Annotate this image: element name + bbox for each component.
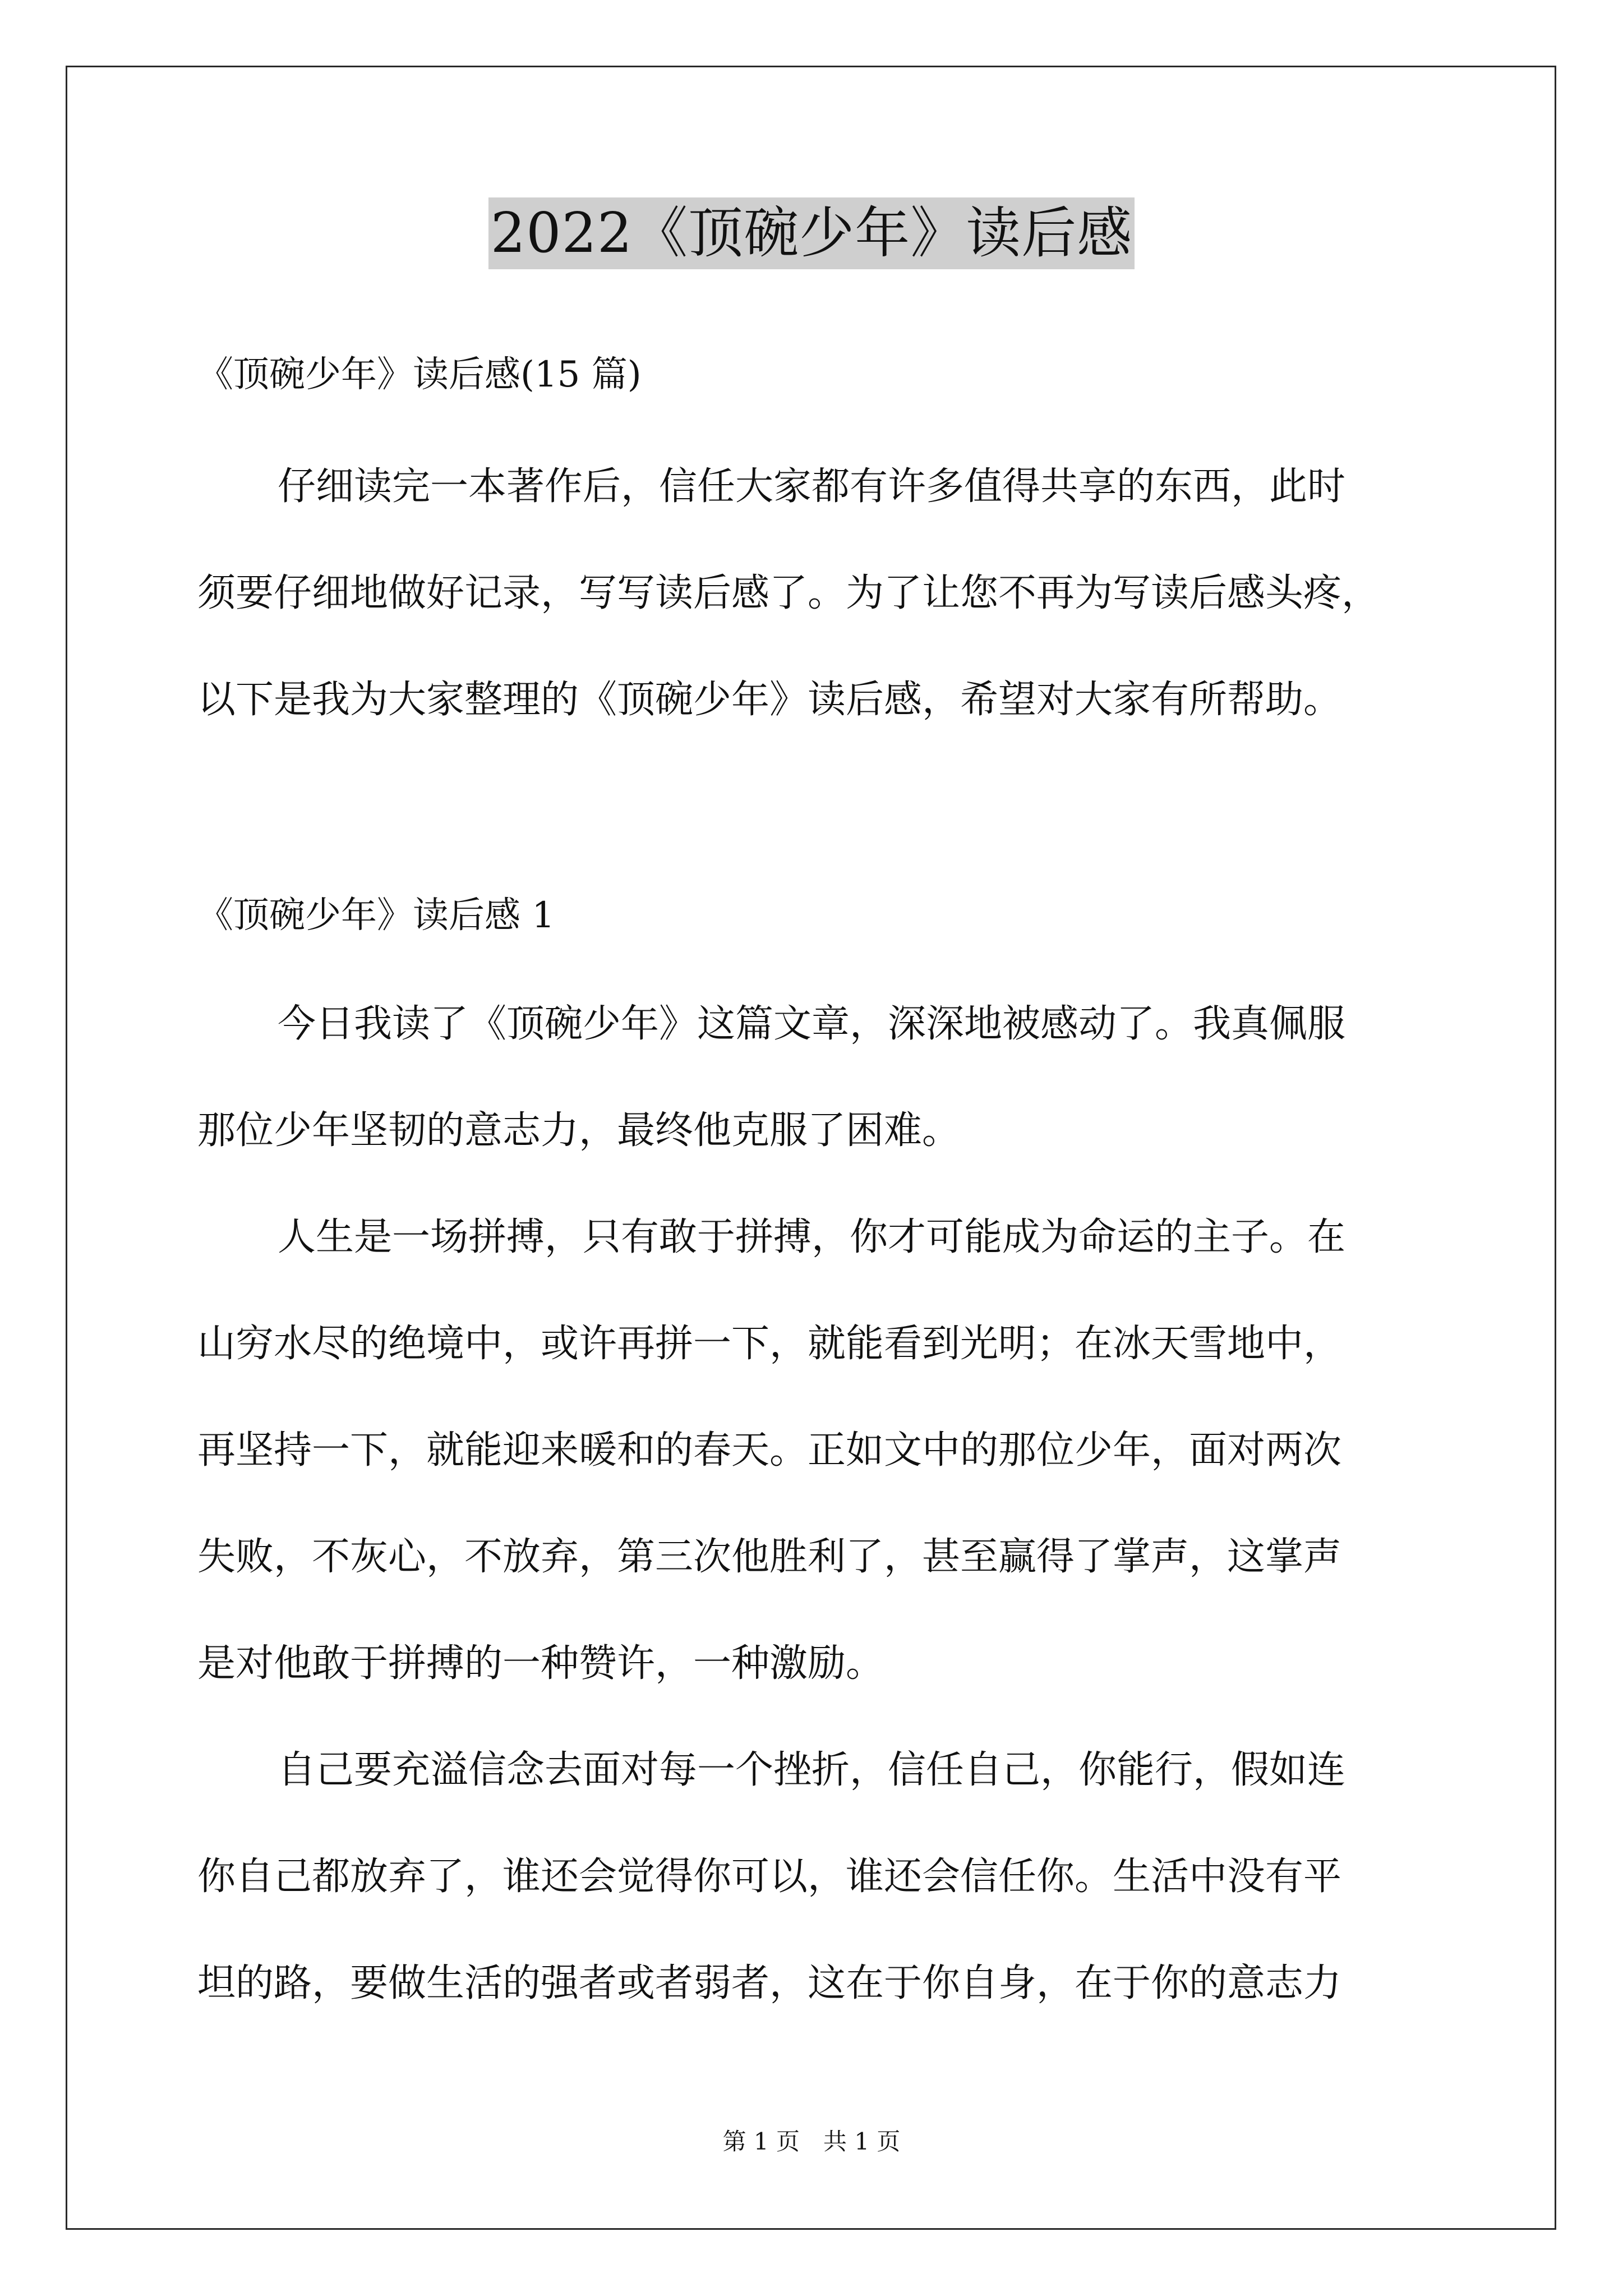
title-container [0, 197, 1623, 269]
body-line: 失败，不灰心，不放弃，第三次他胜利了，甚至赢得了掌声，这掌声 [197, 1535, 1342, 1579]
body-line: 是对他敢于拼搏的一种赞许，一种激励。 [197, 1641, 884, 1686]
body-line: 山穷水尽的绝境中，或许再拼一下，就能看到光明；在冰天雪地中， [197, 1322, 1342, 1366]
body-line: 人生是一场拼搏，只有敢于拼搏，你才可能成为命运的主子。在 [278, 1215, 1346, 1259]
document-title: 2022《顶碗少年》读后感 [488, 197, 1135, 269]
body-line: 今日我读了《顶碗少年》这篇文章，深深地被感动了。我真佩服 [278, 1002, 1346, 1046]
intro-line: 仔细读完一本著作后，信任大家都有许多值得共享的东西，此时 [278, 464, 1346, 509]
section-heading: 《顶碗少年》读后感 1 [197, 895, 555, 936]
intro-line: 以下是我为大家整理的《顶碗少年》读后感，希望对大家有所帮助。 [197, 678, 1342, 722]
intro-line: 须要仔细地做好记录，写写读后感了。为了让您不再为写读后感头疼， [197, 571, 1380, 615]
body-line: 自己要充溢信念去面对每一个挫折，信任自己，你能行，假如连 [278, 1748, 1346, 1792]
body-line: 那位少年坚韧的意志力，最终他克服了困难。 [197, 1108, 961, 1153]
body-line: 你自己都放弃了，谁还会觉得你可以，谁还会信任你。生活中没有平 [197, 1855, 1342, 1899]
body-line: 再坚持一下，就能迎来暖和的春天。正如文中的那位少年，面对两次 [197, 1428, 1342, 1473]
page-footer: 第 1 页 共 1 页 [722, 2128, 901, 2155]
body-line: 坦的路，要做生活的强者或者弱者，这在于你自身，在于你的意志力 [197, 1961, 1342, 2005]
document-subtitle: 《顶碗少年》读后感(15 篇) [197, 354, 642, 395]
